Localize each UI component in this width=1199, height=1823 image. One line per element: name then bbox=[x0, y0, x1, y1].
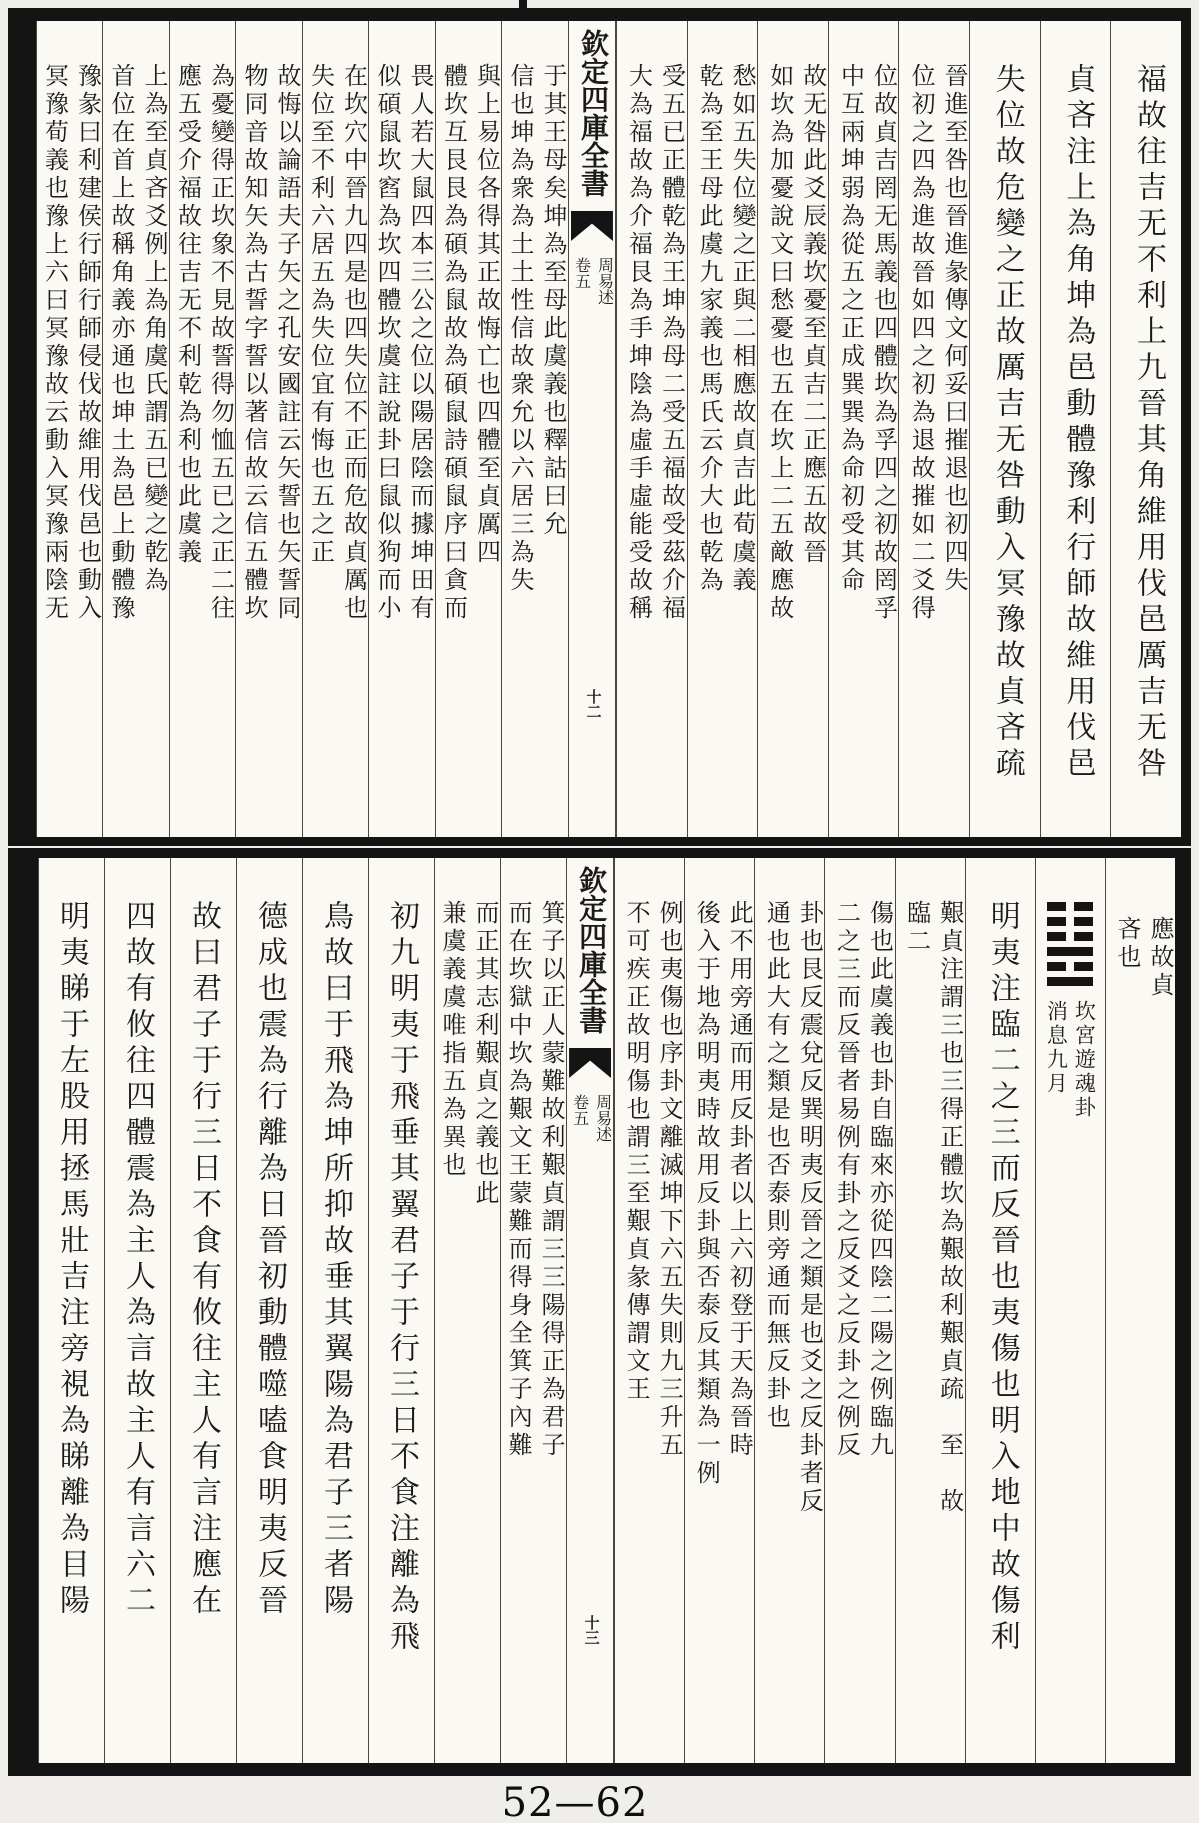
text-column bbox=[614, 858, 684, 1763]
banxin-title: 欽定四庫全書 bbox=[575, 866, 607, 1034]
text-column bbox=[36, 21, 103, 837]
text-column bbox=[236, 858, 302, 1763]
text-column bbox=[616, 21, 687, 837]
commentary-sub-left: 二之三而反晉者易例有卦之反爻之反卦之例反 bbox=[832, 900, 859, 1460]
column-text: 初九明夷于飛垂其翼君子于行三日不食注離為飛 bbox=[385, 900, 419, 1656]
fishtail-mark-icon bbox=[571, 211, 613, 241]
hexagram-line-broken bbox=[1047, 917, 1093, 926]
commentary-sub-right: 為憂變得正坎象不見故誓得勿恤五已之正二往 bbox=[206, 63, 233, 623]
hexagram-line-broken bbox=[1047, 932, 1093, 941]
commentary-sub-right: 例也夷傷也序卦文離滅坤下六五失則九三升五 bbox=[655, 900, 682, 1460]
text-column bbox=[169, 21, 236, 837]
commentary-sub-right: 應故貞 bbox=[1146, 916, 1172, 1000]
commentary-sub-left: 體坎互艮艮為碩為鼠故為碩鼠詩碩鼠序曰貪而 bbox=[439, 63, 466, 623]
text-column bbox=[965, 858, 1035, 1763]
banxin-book-title: 周易述 bbox=[595, 257, 613, 305]
hexagram-line-broken bbox=[1047, 962, 1093, 971]
text-column bbox=[170, 858, 236, 1763]
upper-folio-frame bbox=[8, 8, 1191, 846]
banxin-center-column bbox=[566, 858, 614, 1763]
commentary-sub-right: 此不用旁通而用反卦者以上六初登于天為晉時 bbox=[725, 900, 752, 1460]
commentary-sub-left: 位初之四為進故晉如四之初為退故摧如二爻得 bbox=[907, 63, 934, 623]
text-column bbox=[754, 858, 824, 1763]
commentary-sub-right: 豫彖曰利建侯行師行師侵伐故維用伐邑也動入 bbox=[73, 63, 100, 623]
commentary-sub-left: 似碩鼠坎窞為坎四體坎虞註說卦曰鼠似狗而小 bbox=[372, 63, 399, 623]
hexagram-mingyi-icon bbox=[1047, 902, 1093, 992]
text-column bbox=[684, 858, 754, 1763]
text-column bbox=[824, 858, 894, 1763]
text-column bbox=[501, 21, 568, 837]
hexagram-line-broken bbox=[1047, 902, 1093, 911]
text-column bbox=[969, 21, 1040, 837]
upper-columns-area bbox=[36, 21, 1181, 837]
commentary-sub-left: 中互兩坤弱為從五之正成巽巽為命初受其命 bbox=[836, 63, 863, 595]
text-column bbox=[102, 21, 169, 837]
hexagram-caption bbox=[1042, 1000, 1098, 1120]
text-column bbox=[500, 858, 566, 1763]
commentary-sub-right: 晉進至咎也晉進彖傳文何妥曰摧退也初四失 bbox=[940, 63, 967, 595]
banxin-book-juan bbox=[568, 1094, 613, 1142]
commentary-sub-right: 故无咎此爻辰義坎憂至貞吉二正應五故晉 bbox=[798, 63, 825, 567]
commentary-sub-left: 物同音故知矢為古誓字誓以著信故云信五體坎 bbox=[239, 63, 266, 623]
commentary-sub-right: 卦也艮反震兌反巽明夷反晉之類是也爻之反卦者反 bbox=[795, 900, 822, 1516]
hexagram-line-solid bbox=[1047, 947, 1093, 956]
commentary-sub-left: 失位至不利六居五為失位宜有悔也五之正 bbox=[306, 63, 333, 567]
commentary-sub-right: 而正其志利艱貞之義也此 bbox=[471, 900, 498, 1208]
commentary-sub-right: 畏人若大鼠四本三公之位以陽居陰而據坤田有 bbox=[405, 63, 432, 623]
banxin-book-title: 周易述 bbox=[593, 1094, 611, 1142]
text-column bbox=[895, 858, 965, 1763]
left-half-page bbox=[38, 858, 566, 1763]
text-column bbox=[1040, 21, 1111, 837]
commentary-sub-left: 後入于地為明夷時故用反卦與否泰反其類為一例 bbox=[692, 900, 719, 1488]
commentary-sub-left: 而在坎獄中坎為艱文王蒙難而得身全箕子內難 bbox=[504, 900, 531, 1460]
commentary-sub-left: 吝也 bbox=[1113, 916, 1139, 972]
commentary-sub-right: 故悔以論語夫子矢之孔安國註云矢誓也矢誓同 bbox=[272, 63, 299, 623]
banxin-book-juan bbox=[569, 257, 614, 305]
column-text: 德成也震為行離為日晉初動體噬嗑食明夷反晉 bbox=[253, 900, 286, 1620]
commentary-sub-right: 位故貞吉罔无馬義也四體坎為孚四之初故罔孚 bbox=[869, 63, 896, 623]
commentary-sub-right: 受五已正體乾為王坤為母二受五福故受茲介福 bbox=[657, 63, 684, 623]
commentary-sub-left: 兼虞義虞唯指五為異也 bbox=[438, 900, 465, 1180]
commentary-sub-right: 艱貞注謂三也三得正體坎為艱故利艱貞疏 至 故 bbox=[935, 900, 962, 1516]
text-column bbox=[302, 21, 369, 837]
text-column bbox=[104, 858, 170, 1763]
text-column bbox=[687, 21, 758, 837]
commentary-sub-right: 在坎穴中晉九四是也四失位不正而危故貞厲也 bbox=[339, 63, 366, 623]
folio-number: 十三 bbox=[582, 1615, 599, 1645]
text-column bbox=[1105, 858, 1175, 1763]
banxin-center-column bbox=[568, 21, 616, 837]
text-column bbox=[38, 858, 104, 1763]
hexagram-line-solid bbox=[1047, 977, 1093, 986]
hexagram-caption-left: 消息九月 bbox=[1044, 1000, 1069, 1096]
commentary-sub-left: 冥豫荀義也豫上六曰冥豫故云動入冥豫兩陰无 bbox=[40, 63, 67, 623]
text-column bbox=[828, 21, 899, 837]
column-text: 失位故危變之正故厲吉无咎動入冥豫故貞吝疏 bbox=[990, 63, 1024, 783]
column-text: 明夷注臨二之三而反晉也夷傷也明入地中故傷利 bbox=[985, 900, 1019, 1656]
commentary-sub-right: 于其王母矣坤為至母此虞義也釋詁曰允 bbox=[538, 63, 565, 539]
commentary-sub-right: 上為至貞吝爻例上為角虞氏謂五已變之乾為 bbox=[139, 63, 166, 595]
folio-number: 十二 bbox=[584, 689, 601, 719]
right-half-page bbox=[614, 858, 1175, 1763]
text-column bbox=[368, 21, 435, 837]
banxin-juan-number: 卷五 bbox=[572, 257, 590, 289]
banxin-title: 欽定四庫全書 bbox=[576, 29, 608, 197]
banxin-juan-number: 卷五 bbox=[570, 1094, 588, 1126]
lower-folio-frame bbox=[8, 848, 1191, 1776]
text-column bbox=[898, 21, 969, 837]
hexagram-caption-right: 坎宮遊魂卦 bbox=[1072, 1000, 1097, 1120]
column-text: 四故有攸往四體震為主人為言故主人有言六二 bbox=[120, 900, 154, 1620]
commentary-sub-right: 傷也此虞義也卦自臨來亦從四陰二陽之例臨九 bbox=[865, 900, 892, 1460]
left-half-page bbox=[36, 21, 568, 837]
lower-columns-area bbox=[38, 858, 1175, 1763]
text-column bbox=[368, 858, 434, 1763]
right-half-page bbox=[616, 21, 1181, 837]
column-text: 鳥故曰于飛為坤所抑故垂其翼陽為君子三者陽 bbox=[319, 900, 353, 1620]
commentary-sub-left: 應五受介福故往吉无不利乾為利也此虞義 bbox=[173, 63, 200, 567]
text-column bbox=[1110, 21, 1181, 837]
column-text: 福故往吉无不利上九晉其角維用伐邑厲吉无咎 bbox=[1132, 63, 1165, 783]
commentary-sub-right: 與上易位各得其正故悔亡也四體至貞厲四 bbox=[472, 63, 499, 567]
commentary-sub-left: 乾為至王母此虞九家義也馬氏云介大也乾為 bbox=[695, 63, 722, 595]
text-column bbox=[235, 21, 302, 837]
plate-number: 52—62 bbox=[501, 1780, 649, 1823]
commentary-sub-left: 不可疾正故明傷也謂三至艱貞彖傳謂文王 bbox=[622, 900, 649, 1404]
commentary-sub-right: 愁如五失位變之正與二相應故貞吉此荀虞義 bbox=[728, 63, 755, 595]
text-column bbox=[435, 21, 502, 837]
column-text: 貞吝注上為角坤為邑動體豫利行師故維用伐邑 bbox=[1061, 63, 1095, 783]
commentary-sub-right: 箕子以正人蒙難故利艱貞謂三三陽得正為君子 bbox=[537, 900, 564, 1460]
column-text: 明夷睇于左股用拯馬壯吉注旁視為睇離為目陽 bbox=[54, 900, 88, 1620]
text-column bbox=[434, 858, 500, 1763]
text-column bbox=[302, 858, 368, 1763]
commentary-sub-left: 通也此大有之類是也否泰則旁通而無反卦也 bbox=[762, 900, 789, 1432]
text-column bbox=[757, 21, 828, 837]
commentary-sub-left: 如坎為加憂說文曰愁憂也五在坎上二五敵應故 bbox=[765, 63, 792, 623]
commentary-sub-left: 信也坤為衆為土土性信故衆允以六居三為失 bbox=[505, 63, 532, 595]
commentary-sub-left: 首位在首上故稱角義亦通也坤土為邑上動體豫 bbox=[106, 63, 133, 623]
hexagram-column bbox=[1035, 858, 1105, 1763]
commentary-sub-left: 臨二 bbox=[902, 900, 929, 956]
commentary-sub-left: 大為福故為介福艮為手坤陰為虛手虛能受故稱 bbox=[624, 63, 651, 623]
column-text: 故曰君子于行三日不食有攸往主人有言注應在 bbox=[186, 900, 220, 1620]
fishtail-mark-icon bbox=[569, 1048, 611, 1078]
